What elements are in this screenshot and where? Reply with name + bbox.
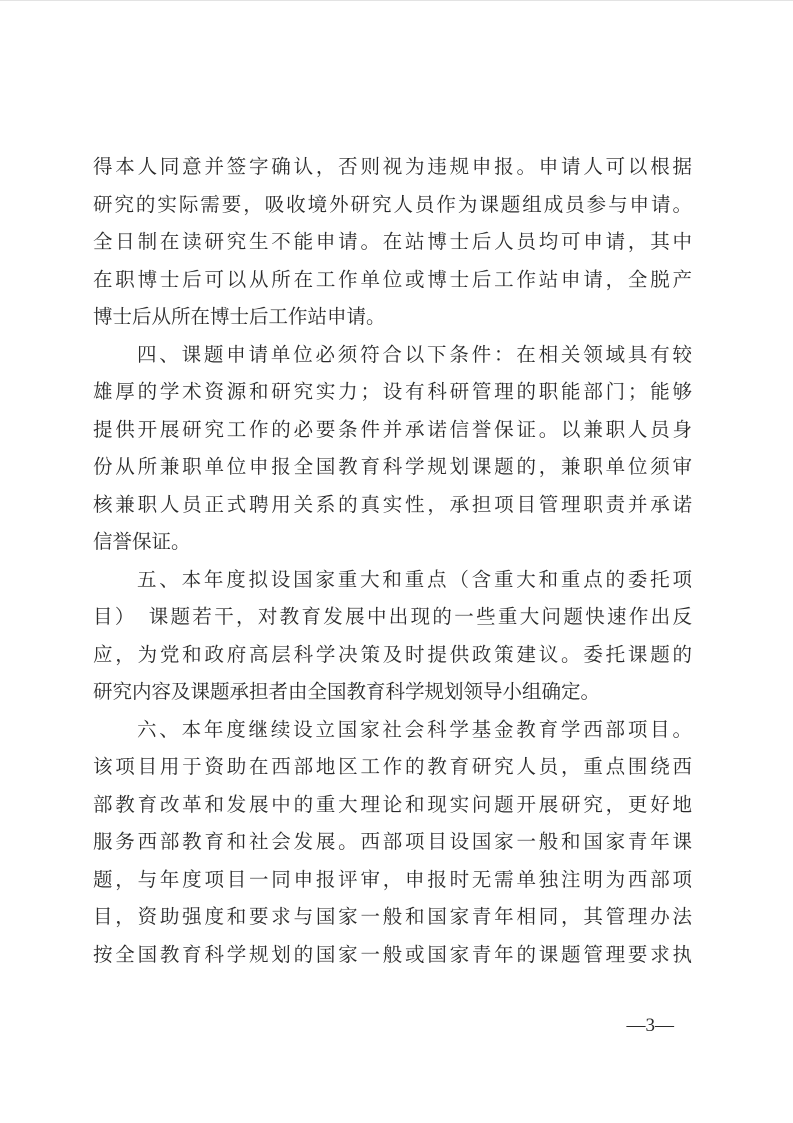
text-line: 六、本年度继续设立国家社会科学基金教育学西部项目。 [137, 719, 692, 741]
document-body [93, 149, 692, 974]
paragraph-item-4 [93, 337, 692, 562]
paragraph-item-5 [93, 562, 692, 712]
text-line: 四、课题申请单位必须符合以下条件：在相关领域具有较 [137, 344, 692, 366]
text-line: 核兼职人员正式聘用关系的真实性，承担项目管理职责并承诺 [93, 494, 692, 516]
paragraph-item-6 [93, 712, 692, 975]
text-line: 份从所兼职单位申报全国教育科学规划课题的，兼职单位须审 [93, 457, 692, 478]
text-line: 研究内容及课题承担者由全国教育科学规划领导小组确定。 [93, 682, 601, 703]
text-line: 研究的实际需要，吸收境外研究人员作为课题组成员参与申请。 [93, 194, 692, 216]
text-line: 该项目用于资助在西部地区工作的教育研究人员，重点围绕西 [93, 757, 692, 778]
text-line: 目） 课题若干，对教育发展中出现的一些重大问题快速作出反 [93, 607, 692, 628]
text-line: 雄厚的学术资源和研究实力；设有科研管理的职能部门；能够 [93, 382, 692, 403]
page-number: —3— [626, 1015, 674, 1036]
text-line: 部教育改革和发展中的重大理论和现实问题开展研究，更好地 [93, 794, 692, 816]
text-line: 博士后从所在博士后工作站申请。 [93, 307, 386, 328]
text-line: 五、本年度拟设国家重大和重点（含重大和重点的委托项 [137, 569, 692, 591]
paragraph-continuation [93, 149, 692, 337]
text-line: 全日制在读研究生不能申请。在站博士后人员均可申请，其中 [93, 232, 692, 253]
text-line: 信誉保证。 [93, 532, 191, 553]
text-line: 应，为党和政府高层科学决策及时提供政策建议。委托课题的 [93, 644, 692, 666]
text-line: 目，资助强度和要求与国家一般和国家青年相同，其管理办法 [93, 907, 692, 928]
text-line: 按全国教育科学规划的国家一般或国家青年的课题管理要求执 [93, 944, 692, 966]
text-line: 题，与年度项目一同申报评审，申报时无需单独注明为西部项 [93, 869, 692, 891]
text-line: 提供开展研究工作的必要条件并承诺信誉保证。以兼职人员身 [93, 419, 692, 441]
text-line: 得本人同意并签字确认，否则视为违规申报。申请人可以根据 [93, 157, 692, 178]
text-line: 在职博士后可以从所在工作单位或博士后工作站申请，全脱产 [93, 269, 692, 291]
text-line: 服务西部教育和社会发展。西部项目设国家一般和国家青年课 [93, 832, 692, 853]
